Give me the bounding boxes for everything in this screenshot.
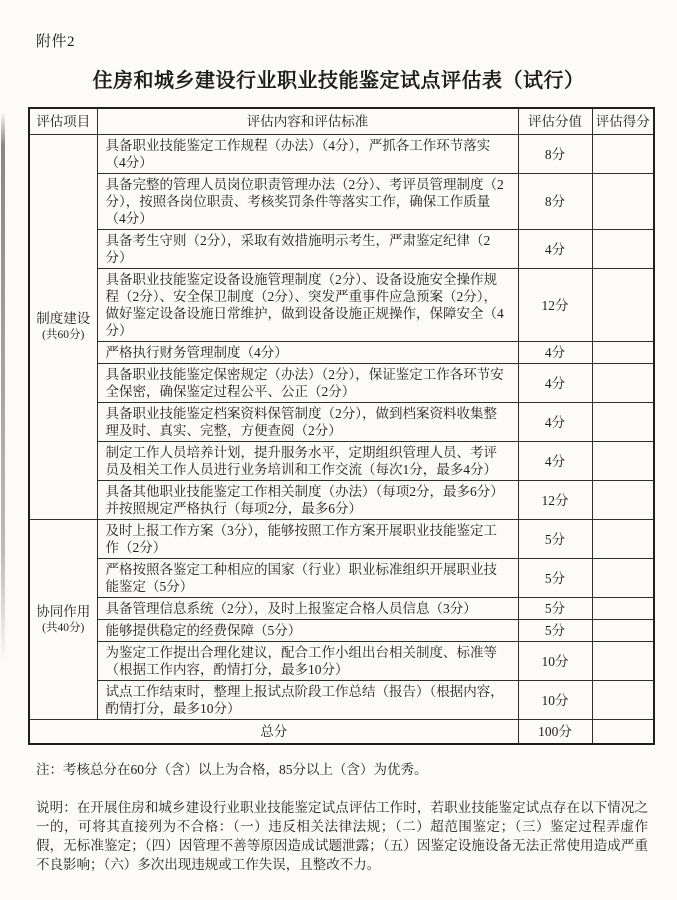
score-cell: 4分 <box>518 403 592 442</box>
criteria-cell: 具备职业技能鉴定工作规程（办法）（4分），严抓各工作环节落实（4分） <box>97 135 518 174</box>
criteria-cell: 试点工作结束时，整理上报试点阶段工作总结（报告）（根据内容，酌情打分，最多10分） <box>97 681 518 720</box>
criteria-cell: 制定工作人员培养计划，提升服务水平，定期组织管理人员、考评员及相关工作人员进行业务培训和工作交流（每次1分，最多4分） <box>97 442 518 481</box>
table-row <box>29 442 654 481</box>
criteria-cell: 严格执行财务管理制度（4分） <box>97 342 518 364</box>
score-cell: 4分 <box>518 442 592 481</box>
explanation-text: 说明：在开展住房和城乡建设行业职业技能鉴定试点评估工作时，若职业技能鉴定试点存在以下情况之一的，可将其直接列为不合格：（一）违反相关法律法规；（二）超范围鉴定；（三）鉴定过程弄虚作假，无标准鉴定；（四）因管理不善等原因造成试题泄露；（五）因鉴定设施设备无法正常使用造成严重不良影响；（六）多次出现违规或工作失误，且整改不力。 <box>36 800 648 872</box>
total-label-cell: 总分 <box>29 720 518 745</box>
criteria-cell: 具备考生守则（2分），采取有效措施明示考生，严肃鉴定纪律（2分） <box>97 230 518 269</box>
header-eval-criteria: 评估内容和评估标准 <box>97 108 518 135</box>
earned-score-cell <box>592 403 654 442</box>
earned-score-cell <box>592 174 654 230</box>
group-sublabel: (共40分) <box>42 621 85 634</box>
score-cell: 12分 <box>518 481 592 520</box>
criteria-cell: 能够提供稳定的经费保障（5分） <box>97 620 518 642</box>
table-row <box>29 135 654 174</box>
table-row <box>29 598 654 620</box>
criteria-cell: 具备职业技能鉴定设备设施管理制度（2分）、设备设施安全操作规程（2分）、安全保卫制度（2分）、突发严重事件应急预案（2分），做好鉴定设备设施日常维护，做到设备设施正规操作，保障安全（4分） <box>97 269 518 342</box>
total-row <box>29 720 654 745</box>
table-row <box>29 364 654 403</box>
earned-score-cell <box>592 269 654 342</box>
score-cell: 5分 <box>518 559 592 598</box>
total-score-cell: 100分 <box>518 720 592 745</box>
score-cell: 8分 <box>518 174 592 230</box>
header-eval-score: 评估分值 <box>518 108 592 135</box>
group-cell-institution <box>29 135 97 520</box>
table-row <box>29 230 654 269</box>
table-header-row <box>29 108 654 135</box>
criteria-cell: 具备管理信息系统（2分），及时上报鉴定合格人员信息（3分） <box>97 598 518 620</box>
table-row <box>29 681 654 720</box>
table-row <box>29 620 654 642</box>
criteria-cell: 具备职业技能鉴定档案资料保管制度（2分），做到档案资料收集整理及时、真实、完整，方便查阅（2分） <box>97 403 518 442</box>
earned-score-cell <box>592 620 654 642</box>
attachment-label: 附件2 <box>36 34 76 50</box>
page-title: 住房和城乡建设行业职业技能鉴定试点评估表（试行） <box>92 70 585 92</box>
score-cell: 10分 <box>518 681 592 720</box>
score-cell: 5分 <box>518 520 592 559</box>
table-row <box>29 559 654 598</box>
evaluation-table <box>28 107 655 745</box>
criteria-cell: 具备完整的管理人员岗位职责管理办法（2分）、考评员管理制度（2分），按照各岗位职责、考核奖罚条件等落实工作，确保工作质量（4分） <box>97 174 518 230</box>
earned-score-cell <box>592 559 654 598</box>
earned-score-cell <box>592 598 654 620</box>
note-text: 注：考核总分在60分（含）以上为合格，85分以上（含）为优秀。 <box>36 762 428 777</box>
score-cell: 4分 <box>518 230 592 269</box>
table-row <box>29 342 654 364</box>
header-eval-earned: 评估得分 <box>592 108 654 135</box>
total-earned-cell <box>592 720 654 745</box>
score-cell: 12分 <box>518 269 592 342</box>
group-label: 协同作用 <box>36 603 91 619</box>
earned-score-cell <box>592 342 654 364</box>
table-row <box>29 520 654 559</box>
table-row <box>29 403 654 442</box>
score-cell: 5分 <box>518 620 592 642</box>
table-row <box>29 481 654 520</box>
group-sublabel: (共60分) <box>42 329 85 341</box>
earned-score-cell <box>592 135 654 174</box>
criteria-cell: 具备职业技能鉴定保密规定（办法）（2分），保证鉴定工作各环节安全保密，确保鉴定过程公平、公正（2分） <box>97 364 518 403</box>
score-cell: 4分 <box>518 364 592 403</box>
group-cell-coordination <box>29 520 97 720</box>
group-label: 制度建设 <box>36 311 91 326</box>
table-row <box>29 174 654 230</box>
criteria-cell: 严格按照各鉴定工种相应的国家（行业）职业标准组织开展职业技能鉴定（5分） <box>97 559 518 598</box>
header-eval-item: 评估项目 <box>29 108 97 135</box>
earned-score-cell <box>592 681 654 720</box>
score-cell: 5分 <box>518 598 592 620</box>
criteria-cell: 及时上报工作方案（3分），能够按照工作方案开展职业技能鉴定工作（2分） <box>97 520 518 559</box>
scan-artifact-left <box>1 112 5 664</box>
earned-score-cell <box>592 520 654 559</box>
table-row <box>29 642 654 681</box>
score-cell: 8分 <box>518 135 592 174</box>
criteria-cell: 为鉴定工作提出合理化建议，配合工作小组出台相关制度、标准等（根据工作内容，酌情打分，最多10分） <box>97 642 518 681</box>
table-row <box>29 269 654 342</box>
criteria-cell: 具备其他职业技能鉴定工作相关制度（办法）（每项2分，最多6分）并按照规定严格执行（每项2分，最多6分） <box>97 481 518 520</box>
earned-score-cell <box>592 442 654 481</box>
earned-score-cell <box>592 364 654 403</box>
earned-score-cell <box>592 481 654 520</box>
score-cell: 4分 <box>518 342 592 364</box>
earned-score-cell <box>592 230 654 269</box>
earned-score-cell <box>592 642 654 681</box>
score-cell: 10分 <box>518 642 592 681</box>
